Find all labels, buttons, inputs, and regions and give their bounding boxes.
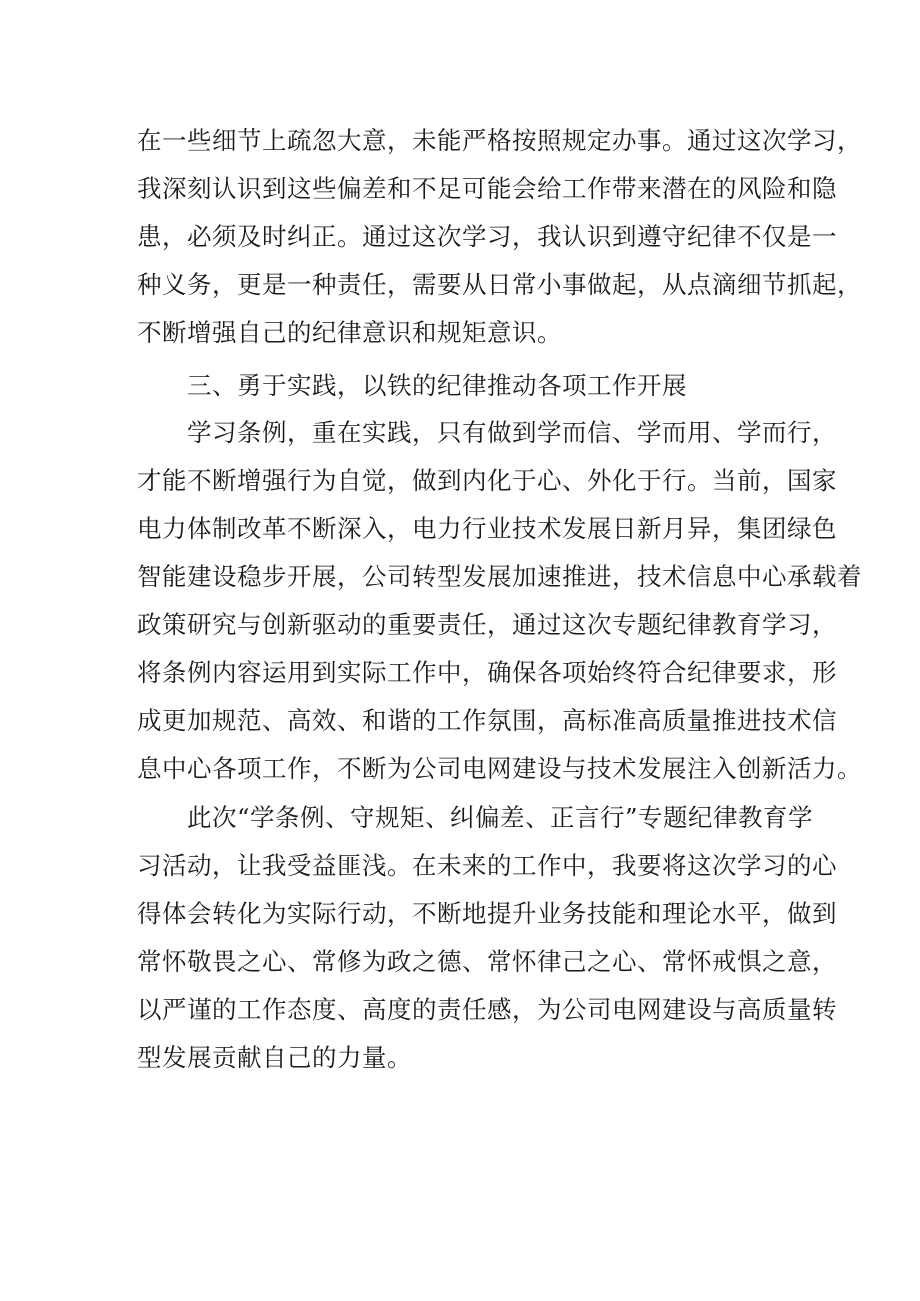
paragraph-3-line-4: 常怀敬畏之心、常修为政之德、常怀律己之心、常怀戒惧之意， [137,947,837,976]
paragraph-2-line-8: 息中心各项工作，不断为公司电网建设与技术发展注入创新活力。 [137,754,862,783]
paragraph-3-line-1: 此次“学条例、守规矩、纠偏差、正言行”专题纪律教育学 [187,803,814,832]
paragraph-3-line-6: 型发展贡献自己的力量。 [137,1043,412,1072]
paragraph-2-line-3: 电力体制改革不断深入，电力行业技术发展日新月异，集团绿色 [137,514,837,543]
paragraph-3-line-2: 习活动，让我受益匪浅。在未来的工作中，我要将这次学习的心 [137,851,837,880]
paragraph-1-line-3: 患，必须及时纠正。通过这次学习，我认识到遵守纪律不仅是一 [137,222,837,251]
paragraph-1-line-2: 我深刻认识到这些偏差和不足可能会给工作带来潜在的风险和隐 [137,174,837,203]
section-heading: 三、勇于实践，以铁的纪律推动各项工作开展 [187,371,687,400]
paragraph-3-line-3: 得体会转化为实际行动，不断地提升业务技能和理论水平，做到 [137,899,837,928]
paragraph-2-line-6: 将条例内容运用到实际工作中，确保各项始终符合纪律要求，形 [137,658,837,687]
paragraph-2-line-4: 智能建设稳步开展，公司转型发展加速推进，技术信息中心承载着 [137,562,862,591]
paragraph-1-line-4: 种义务，更是一种责任，需要从日常小事做起，从点滴细节抓起， [137,270,862,299]
paragraph-2-line-7: 成更加规范、高效、和谐的工作氛围，高标准高质量推进技术信 [137,706,837,735]
paragraph-3-line-5: 以严谨的工作态度、高度的责任感，为公司电网建设与高质量转 [137,995,837,1024]
paragraph-1-line-1: 在一些细节上疏忽大意，未能严格按照规定办事。通过这次学习， [137,126,862,155]
paragraph-2-line-1: 学习条例，重在实践，只有做到学而信、学而用、学而行， [187,418,837,447]
paragraph-1-line-5: 不断增强自己的纪律意识和规矩意识。 [137,318,562,347]
paragraph-2-line-2: 才能不断增强行为自觉，做到内化于心、外化于行。当前，国家 [137,466,837,495]
paragraph-2-line-5: 政策研究与创新驱动的重要责任，通过这次专题纪律教育学习， [137,610,837,639]
